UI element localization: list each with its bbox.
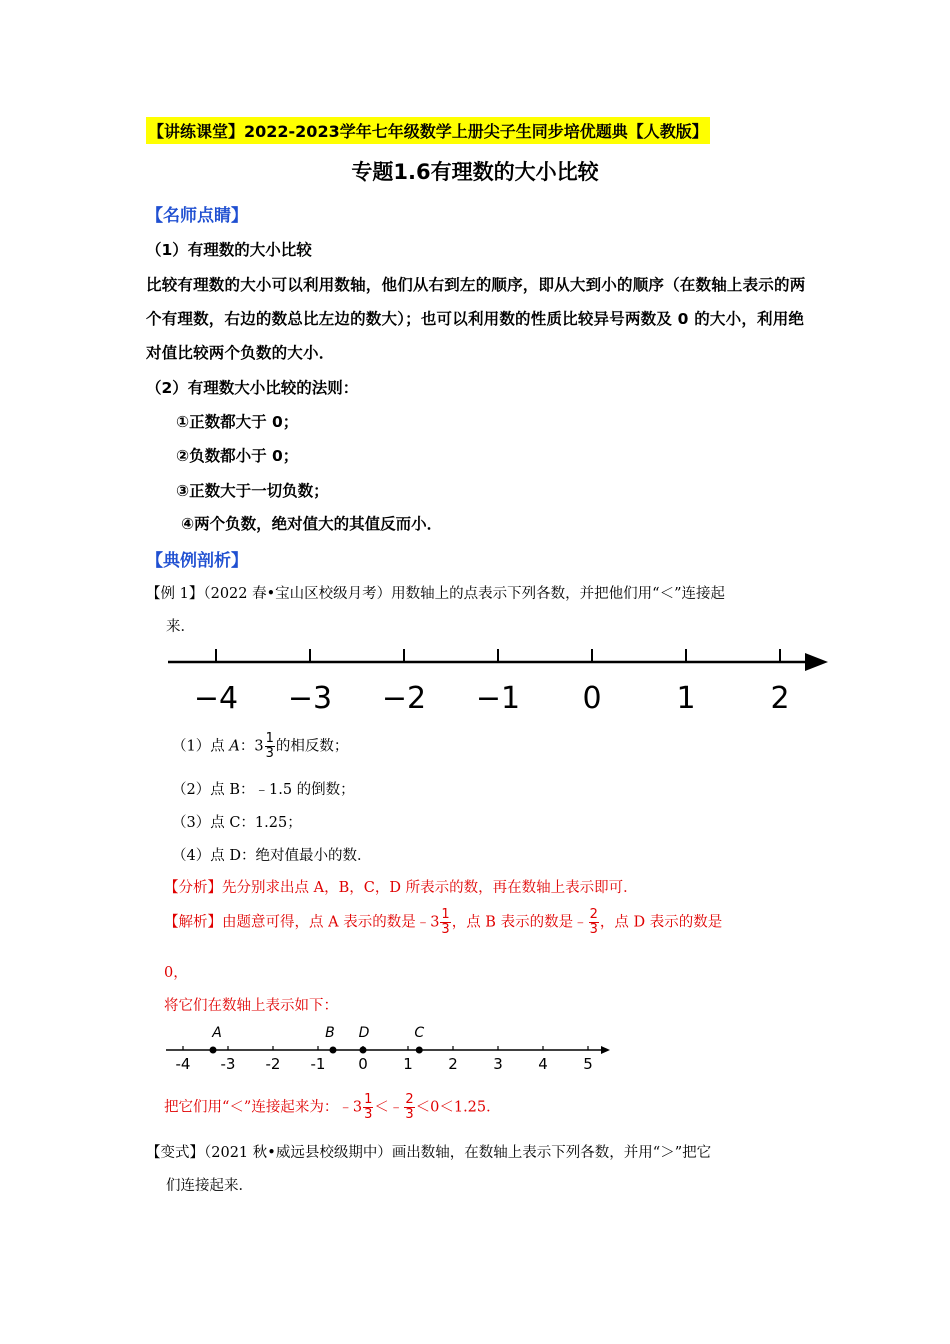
- conclusion-text-a: 把它们用“＜”连接起来为：﹣3: [164, 1099, 363, 1116]
- point1-heading: （1）有理数的大小比较: [146, 241, 312, 259]
- point1-text: 比较有理数的大小可以利用数轴，他们从右到左的顺序，即从大到小的顺序（在数轴上表示的两个有理数，右边的数总比左边的数大）；也可以利用数的性质比较异号两数及 0 的大小，利用绝对值比较两个负数的大小．: [146, 276, 806, 362]
- fraction-denominator: 3: [441, 922, 450, 937]
- small-axis-tick-label: 1: [403, 1055, 413, 1073]
- item-d: （4）点 D：绝对值最小的数．: [172, 848, 372, 864]
- fraction-numerator: 1: [265, 731, 274, 746]
- fraction-denominator: 3: [589, 922, 598, 937]
- fraction-numerator: 2: [589, 907, 598, 922]
- fraction-denominator: 3: [265, 746, 274, 761]
- example-text: 用数轴上的点表示下列各数，并把他们用“＜”连接起: [391, 586, 725, 602]
- small-axis-tick-label: 5: [583, 1055, 593, 1073]
- item-a-prefix: （1）点: [172, 738, 230, 755]
- analysis-text: 先分别求出点 A，B，C，D 所表示的数，再在数轴上表示即可．: [222, 880, 638, 896]
- conclusion-text-b: ＜﹣: [374, 1099, 404, 1116]
- analysis: [164, 876, 638, 897]
- fraction-denominator: 3: [405, 1107, 414, 1122]
- rule-1: ①正数都大于 0；: [176, 413, 299, 431]
- number-line-tick-label: −1: [475, 681, 521, 716]
- conclusion-text-c: ＜0＜1.25．: [415, 1099, 501, 1116]
- solution-text-a: 由题意可得，点 A 表示的数是﹣3: [222, 914, 440, 931]
- page-title: 专题1.6有理数的大小比较: [351, 160, 599, 184]
- number-line-arrow: [805, 653, 828, 671]
- point-marker: [360, 1047, 367, 1054]
- rule-4: ④两个负数，绝对值大的其值反而小．: [181, 515, 443, 533]
- fraction-numerator: 1: [364, 1092, 373, 1107]
- document-header: 【讲练课堂】2022-2023学年七年级数学上册尖子生同步培优题典【人教版】: [146, 117, 710, 144]
- point-label: A: [212, 1025, 222, 1041]
- small-axis-tick-label: -4: [175, 1055, 191, 1073]
- example-1-line2: 来．: [166, 619, 195, 635]
- analysis-tag: 【分析】: [164, 880, 222, 896]
- example-1-line1: [146, 582, 725, 603]
- fraction-denominator: 3: [364, 1107, 373, 1122]
- number-line-tick-label: 1: [676, 681, 696, 716]
- item-b: （2）点 B：﹣1.5 的倒数；: [172, 782, 355, 798]
- solution-text-c: ，点 D 表示的数是: [599, 914, 723, 931]
- fraction: [589, 908, 599, 937]
- solution-tag: 【解析】: [164, 914, 222, 931]
- fraction: [404, 1093, 414, 1122]
- point-label: B: [325, 1025, 335, 1041]
- example-prefix: 【例 1】: [146, 586, 204, 602]
- small-axis-tick-label: -1: [310, 1055, 326, 1073]
- item-a: [172, 732, 348, 761]
- rule-2: ②负数都小于 0；: [176, 447, 299, 465]
- variant-text: 画出数轴，在数轴上表示下列各数，并用“＞”把它: [391, 1145, 712, 1161]
- section-heading-tips: 【名师点睛】: [146, 206, 248, 226]
- small-axis-tick-label: 4: [538, 1055, 548, 1073]
- small-axis-tick-label: 2: [448, 1055, 458, 1073]
- solution-line2: 0，: [164, 965, 188, 981]
- solution-text-b: ，点 B 表示的数是﹣: [451, 914, 588, 931]
- point-marker: [210, 1047, 217, 1054]
- fraction-numerator: 1: [441, 907, 450, 922]
- solution-line3: 将它们在数轴上表示如下：: [164, 998, 338, 1014]
- rule-3: ③正数大于一切负数；: [176, 482, 329, 500]
- conclusion: [164, 1093, 501, 1122]
- number-line-tick-label: −4: [193, 681, 239, 716]
- number-line-tick-label: −2: [381, 681, 427, 716]
- point2-heading: （2）有理数大小比较的法则：: [146, 379, 359, 397]
- fraction-numerator: 2: [405, 1092, 414, 1107]
- fraction: [363, 1093, 373, 1122]
- small-axis-tick-label: 0: [358, 1055, 368, 1073]
- small-axis-arrow: [601, 1046, 610, 1054]
- point-label: D: [358, 1025, 370, 1041]
- number-line-tick-label: 0: [582, 681, 602, 716]
- item-a-colon: ：3: [239, 738, 264, 755]
- small-axis-tick-label: -2: [265, 1055, 281, 1073]
- solution-line1: [164, 908, 722, 937]
- small-axis-tick-label: -3: [220, 1055, 236, 1073]
- number-line-tick-label: −3: [287, 681, 333, 716]
- point-marker: [329, 1047, 336, 1054]
- variant-line1: [146, 1141, 711, 1162]
- solution-number-line: [160, 1018, 620, 1074]
- fraction: [265, 732, 275, 761]
- variant-prefix: 【变式】: [146, 1145, 204, 1161]
- small-axis-tick-label: 3: [493, 1055, 503, 1073]
- item-a-suffix: 的相反数；: [275, 738, 349, 755]
- variant-source: （2021 秋•威远县校级期中）: [204, 1145, 392, 1161]
- example-source: （2022 春•宝山区校级月考）: [203, 586, 392, 602]
- item-c: （3）点 C：1.25；: [172, 815, 302, 831]
- number-line-figure: [160, 640, 840, 720]
- section-heading-examples: 【典例剖析】: [146, 551, 248, 571]
- point-label: C: [414, 1025, 425, 1041]
- variant-line2: 们连接起来．: [166, 1178, 253, 1194]
- point-marker: [416, 1047, 423, 1054]
- number-line-tick-label: 2: [770, 681, 790, 716]
- fraction: [440, 908, 450, 937]
- item-a-letter: A: [229, 738, 240, 755]
